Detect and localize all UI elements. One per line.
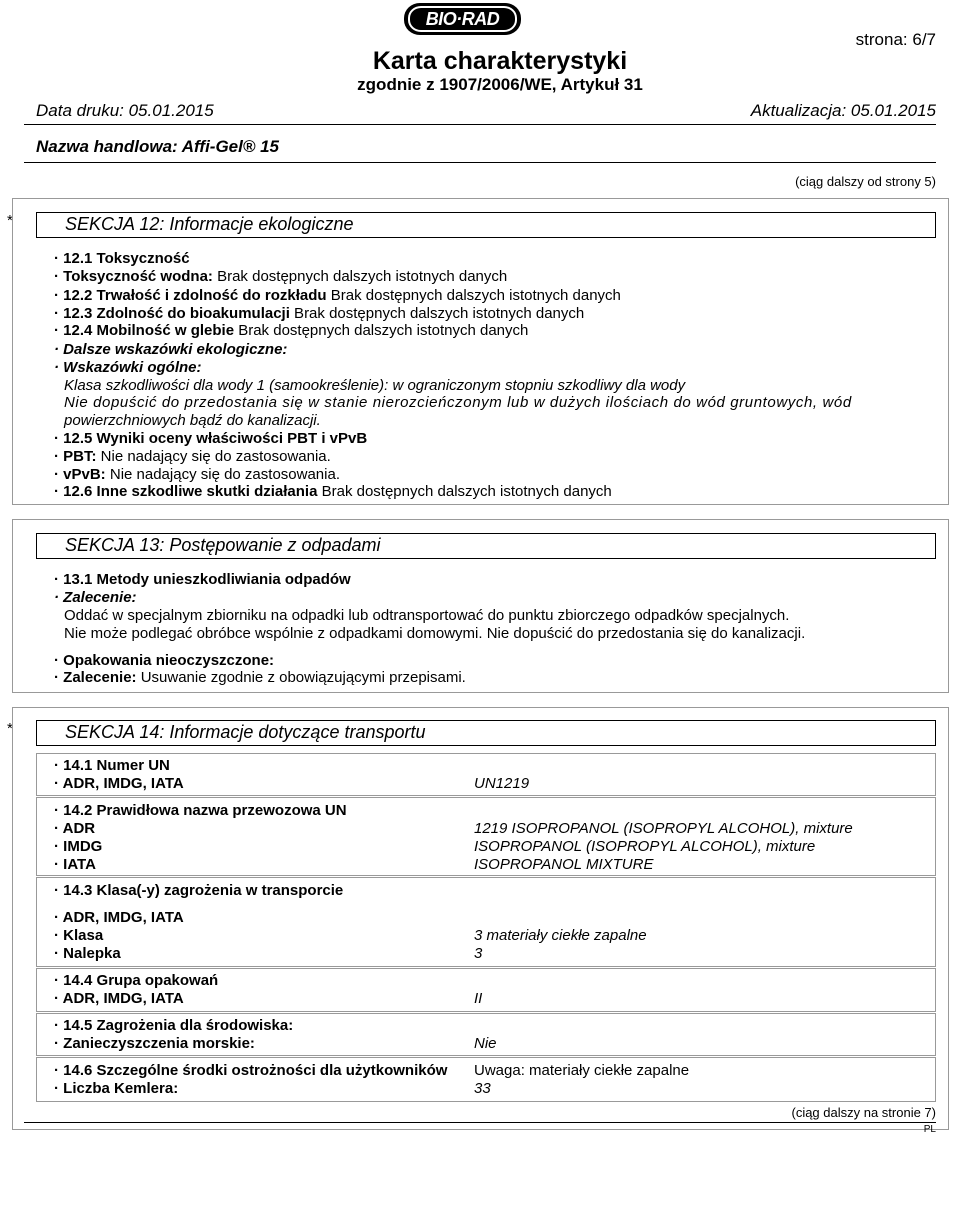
s13-line-packaging: · Opakowania nieoczyszczone: — [54, 652, 275, 669]
s13-line-recommendation: · Zalecenie: — [54, 589, 137, 606]
r5-value: Nie — [474, 1035, 497, 1052]
r5-label: · Zanieczyszczenia morskie: — [54, 1035, 255, 1052]
r2-iata-label: · IATA — [54, 856, 96, 873]
section-14-header — [36, 720, 936, 746]
r3-label: · ADR, IMDG, IATA — [54, 909, 184, 926]
section-12-header — [36, 212, 936, 238]
trade-rule — [24, 162, 936, 163]
s12-line-groundwater: Nie dopuścić do przedostania się w stanie nierozcieńczonym lub w dużych ilościach do wód gruntowych, wód — [64, 394, 852, 411]
footer-rule — [24, 1122, 936, 1123]
r2-iata-value: ISOPROPANOL MIXTURE — [474, 856, 654, 873]
r4-label: · ADR, IMDG, IATA — [54, 990, 184, 1007]
trade-name: Nazwa handlowa: Affi-Gel® 15 — [36, 137, 280, 156]
change-marker: * — [7, 720, 13, 737]
r6-value: 33 — [474, 1080, 491, 1097]
r5-heading: · 14.5 Zagrożenia dla środowiska: — [54, 1017, 294, 1034]
s12-line-bioaccumulation: · 12.3 Zdolność do bioakumulacji Brak dostępnych dalszych istotnych danych — [54, 305, 585, 322]
s12-line-pbt-heading: · 12.5 Wyniki oceny właściwości PBT i vPvB — [54, 430, 368, 447]
continued-from: (ciąg dalszy od strony 5) — [795, 174, 936, 189]
r2-imdg-value: ISOPROPANOL (ISOPROPYL ALCOHOL), mixture — [474, 838, 816, 855]
update-date: Aktualizacja: 05.01.2015 — [750, 101, 936, 120]
s12-line-pbt: · PBT: Nie nadający się do zastosowania. — [54, 448, 331, 465]
s13-line-disposal: · Zalecenie: Usuwanie zgodnie z obowiązującymi przepisami. — [54, 669, 466, 686]
s12-line-toxicity: · 12.1 Toksyczność — [54, 250, 190, 267]
bio-rad-logo — [404, 3, 521, 35]
document-subtitle: zgodnie z 1907/2006/WE, Artykuł 31 — [357, 75, 643, 94]
s12-line-mobility: · 12.4 Mobilność w glebie Brak dostępnych dalszych istotnych danych — [54, 322, 529, 339]
document-title: Karta charakterystyki — [372, 47, 628, 75]
r4-value: II — [474, 990, 483, 1007]
s12-line-aquatic: · Toksyczność wodna: Brak dostępnych dalszych istotnych danych — [54, 268, 508, 285]
r3-class-label: · Klasa — [54, 927, 104, 944]
r6-label: · Liczba Kemlera: — [54, 1080, 179, 1097]
r3-heading: · 14.3 Klasa(-y) zagrożenia w transporcie — [54, 882, 344, 899]
r2-adr-label: · ADR — [54, 820, 96, 837]
r1-label: · ADR, IMDG, IATA — [54, 775, 184, 792]
page-number: strona: 6/7 — [855, 30, 936, 49]
s12-line-water-class: Klasa szkodliwości dla wody 1 (samookreślenie): w ograniczonym stopniu szkodliwy dla wody — [64, 377, 686, 394]
s13-line-household: Nie może podlegać obróbce wspólnie z odpadkami domowymi. Nie dopuścić do przedostania się do kanalizacji. — [64, 625, 806, 642]
s12-line-persistence: · 12.2 Trwałość i zdolność do rozkładu Brak dostępnych dalszych istotnych danych — [54, 287, 621, 304]
r2-imdg-label: · IMDG — [54, 838, 103, 855]
section-13-header — [36, 533, 936, 559]
section-14-title: SEKCJA 14: Informacje dotyczące transportu — [65, 722, 426, 742]
r1-heading: · 14.1 Numer UN — [54, 757, 170, 774]
change-marker: * — [7, 212, 13, 229]
s12-line-vpvb: · vPvB: Nie nadający się do zastosowania. — [54, 466, 340, 483]
s12-line-further: · Dalsze wskazówki ekologiczne: — [54, 341, 288, 358]
section-13-title: SEKCJA 13: Postępowanie z odpadami — [65, 535, 381, 555]
r2-heading: · 14.2 Prawidłowa nazwa przewozowa UN — [54, 802, 347, 819]
r3-label-value: 3 — [474, 945, 483, 962]
print-date: Data druku: 05.01.2015 — [36, 101, 214, 120]
language-code: PL — [923, 1124, 936, 1135]
r3-class-value: 3 materiały ciekłe zapalne — [474, 927, 647, 944]
r3-label-label: · Nalepka — [54, 945, 121, 962]
r4-heading: · 14.4 Grupa opakowań — [54, 972, 219, 989]
header-rule — [24, 124, 936, 125]
s12-line-general: · Wskazówki ogólne: — [54, 359, 202, 376]
logo-text: BIO·RAD — [408, 6, 517, 32]
s13-line-methods: · 13.1 Metody unieszkodliwiania odpadów — [54, 571, 351, 588]
s12-line-sewage: powierzchniowych bądź do kanalizacji. — [64, 412, 321, 429]
continued-to: (ciąg dalszy na stronie 7) — [791, 1105, 936, 1120]
r6-heading: · 14.6 Szczególne środki ostrożności dla użytkowników — [54, 1062, 448, 1079]
section-12-title: SEKCJA 12: Informacje ekologiczne — [65, 214, 354, 234]
s12-line-other-effects: · 12.6 Inne szkodliwe skutki działania Brak dostępnych dalszych istotnych danych — [54, 483, 612, 500]
r2-adr-value: 1219 ISOPROPANOL (ISOPROPYL ALCOHOL), mixture — [474, 820, 853, 837]
r6-heading-value: Uwaga: materiały ciekłe zapalne — [474, 1062, 690, 1079]
r1-value: UN1219 — [474, 775, 530, 792]
s13-line-special-container: Oddać w specjalnym zbiorniku na odpadki lub odtransportować do punktu zbiorczego odpadków specjalnych. — [64, 607, 790, 624]
